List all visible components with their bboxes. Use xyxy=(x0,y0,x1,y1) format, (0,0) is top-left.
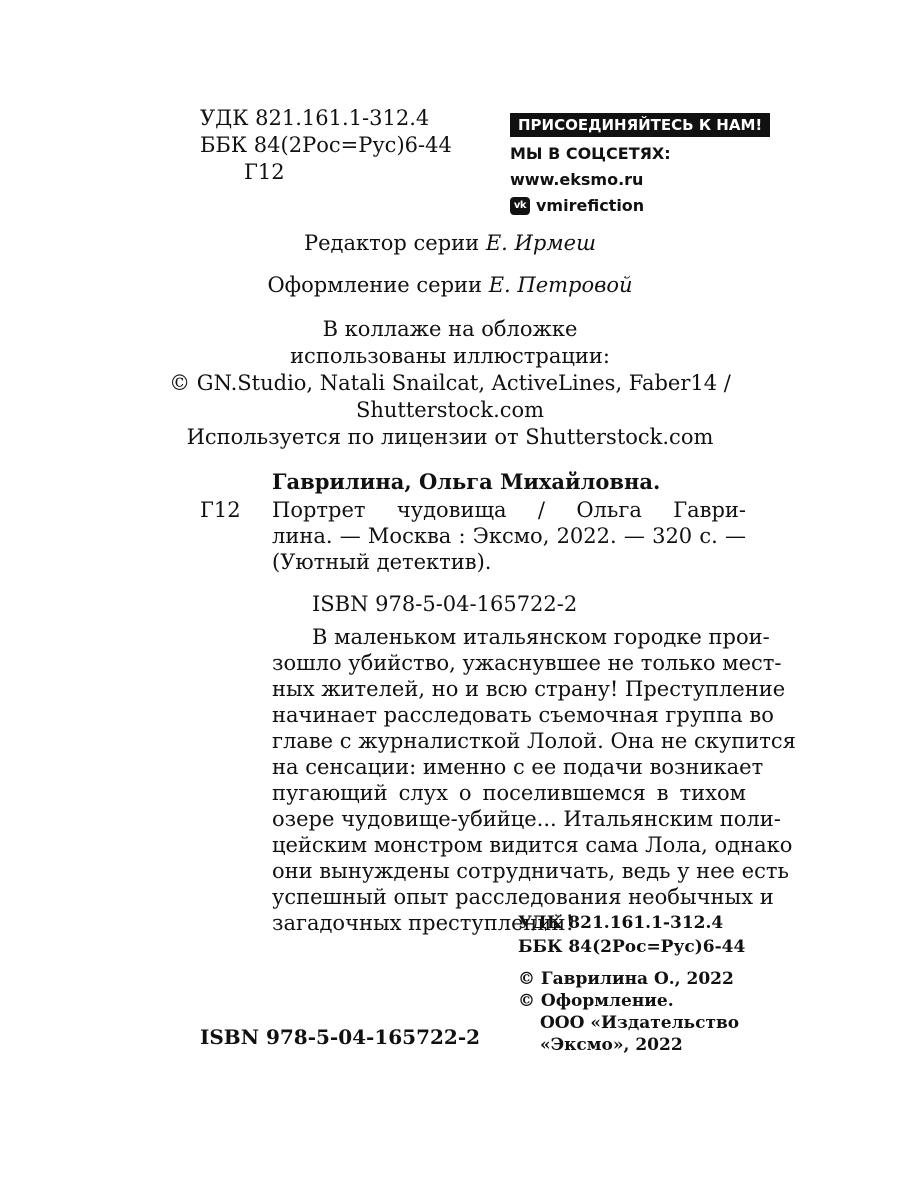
annotation-line: главе с журналисткой Лолой. Она не скупится xyxy=(272,729,796,753)
annotation-line: они вынуждены сотрудничать, ведь у нее есть xyxy=(272,859,789,883)
design-label: Оформление серии xyxy=(267,273,483,297)
collage-line: использованы иллюстрации: xyxy=(290,344,610,368)
editor-label: Редактор серии xyxy=(304,231,480,255)
annotation-line: цейским монстром видится сама Лола, однако xyxy=(272,833,793,857)
vk-icon: vk xyxy=(510,197,530,215)
vk-link[interactable] xyxy=(510,193,770,219)
social-banner: ПРИСОЕДИНЯЙТЕСЬ К НАМ! xyxy=(510,113,770,137)
record-isbn: ISBN 978-5-04-165722-2 xyxy=(312,592,578,616)
annotation-line: озере чудовище-убийце... Итальянским поли- xyxy=(272,807,781,831)
collage-line: В коллаже на обложке xyxy=(322,317,578,341)
collage-credits xyxy=(0,315,900,450)
series-editor xyxy=(0,229,900,257)
bbk-code: ББК 84(2Рос=Рус)6-44 xyxy=(200,133,452,157)
annotation-line: зошло убийство, ужаснувшее не только мест- xyxy=(272,651,782,675)
author-heading: Гаврилина, Ольга Михайловна. xyxy=(272,469,661,494)
biblio-line: (Уютный детектив). xyxy=(272,550,492,574)
udk-code: УДК 821.161.1-312.4 xyxy=(200,106,430,130)
footer-bbk: ББК 84(2Рос=Рус)6-44 xyxy=(518,937,746,957)
copyright-block xyxy=(518,968,740,1056)
annotation-line: В маленьком итальянском городке прои- xyxy=(312,625,770,649)
biblio-line: лина. — Москва : Эксмо, 2022. — 320 с. — xyxy=(272,524,746,548)
annotation-line: пугающий слух о поселившемся в тихом xyxy=(272,781,746,805)
vk-handle: vmirefiction xyxy=(536,196,645,215)
record-author-mark: Г12 xyxy=(200,498,241,522)
bibliographic-description xyxy=(272,496,746,574)
copyright-line: © Гаврилина О., 2022 xyxy=(518,969,734,989)
collage-line: Shutterstock.com xyxy=(355,398,545,422)
collage-line: Используется по лицензии от Shutterstock.com xyxy=(186,425,714,449)
series-design xyxy=(0,271,900,299)
annotation-line: успешный опыт расследования необычных и xyxy=(272,885,774,909)
social-block xyxy=(510,113,770,219)
copyright-line: «Эксмо», 2022 xyxy=(540,1035,683,1055)
social-subtitle: МЫ В СОЦСЕТЯХ: xyxy=(510,144,671,163)
copyright-line: ООО «Издательство xyxy=(540,1013,740,1033)
biblio-line: Портрет чудовища / Ольга Гаври- xyxy=(272,498,746,522)
copyright-line: © Оформление. xyxy=(518,991,674,1011)
annotation-line: ных жителей, но и всю страну! Преступление xyxy=(272,677,786,701)
editor-name: Е. Ирмеш xyxy=(485,231,596,255)
annotation-line: начинает расследовать съемочная группа во xyxy=(272,703,774,727)
annotation xyxy=(272,623,796,935)
website-link[interactable]: www.eksmo.ru xyxy=(510,170,644,189)
annotation-line: на сенсации: именно с ее подачи возникает xyxy=(272,755,764,779)
footer-udk: УДК 821.161.1-312.4 xyxy=(518,913,724,933)
footer-isbn: ISBN 978-5-04-165722-2 xyxy=(200,1025,481,1049)
annotation-line: загадочных преступлений! xyxy=(272,911,574,935)
author-mark: Г12 xyxy=(244,160,285,184)
collage-line: © GN.Studio, Natali Snailcat, ActiveLines, Faber14 / xyxy=(169,371,731,395)
design-name: Е. Петровой xyxy=(488,273,633,297)
